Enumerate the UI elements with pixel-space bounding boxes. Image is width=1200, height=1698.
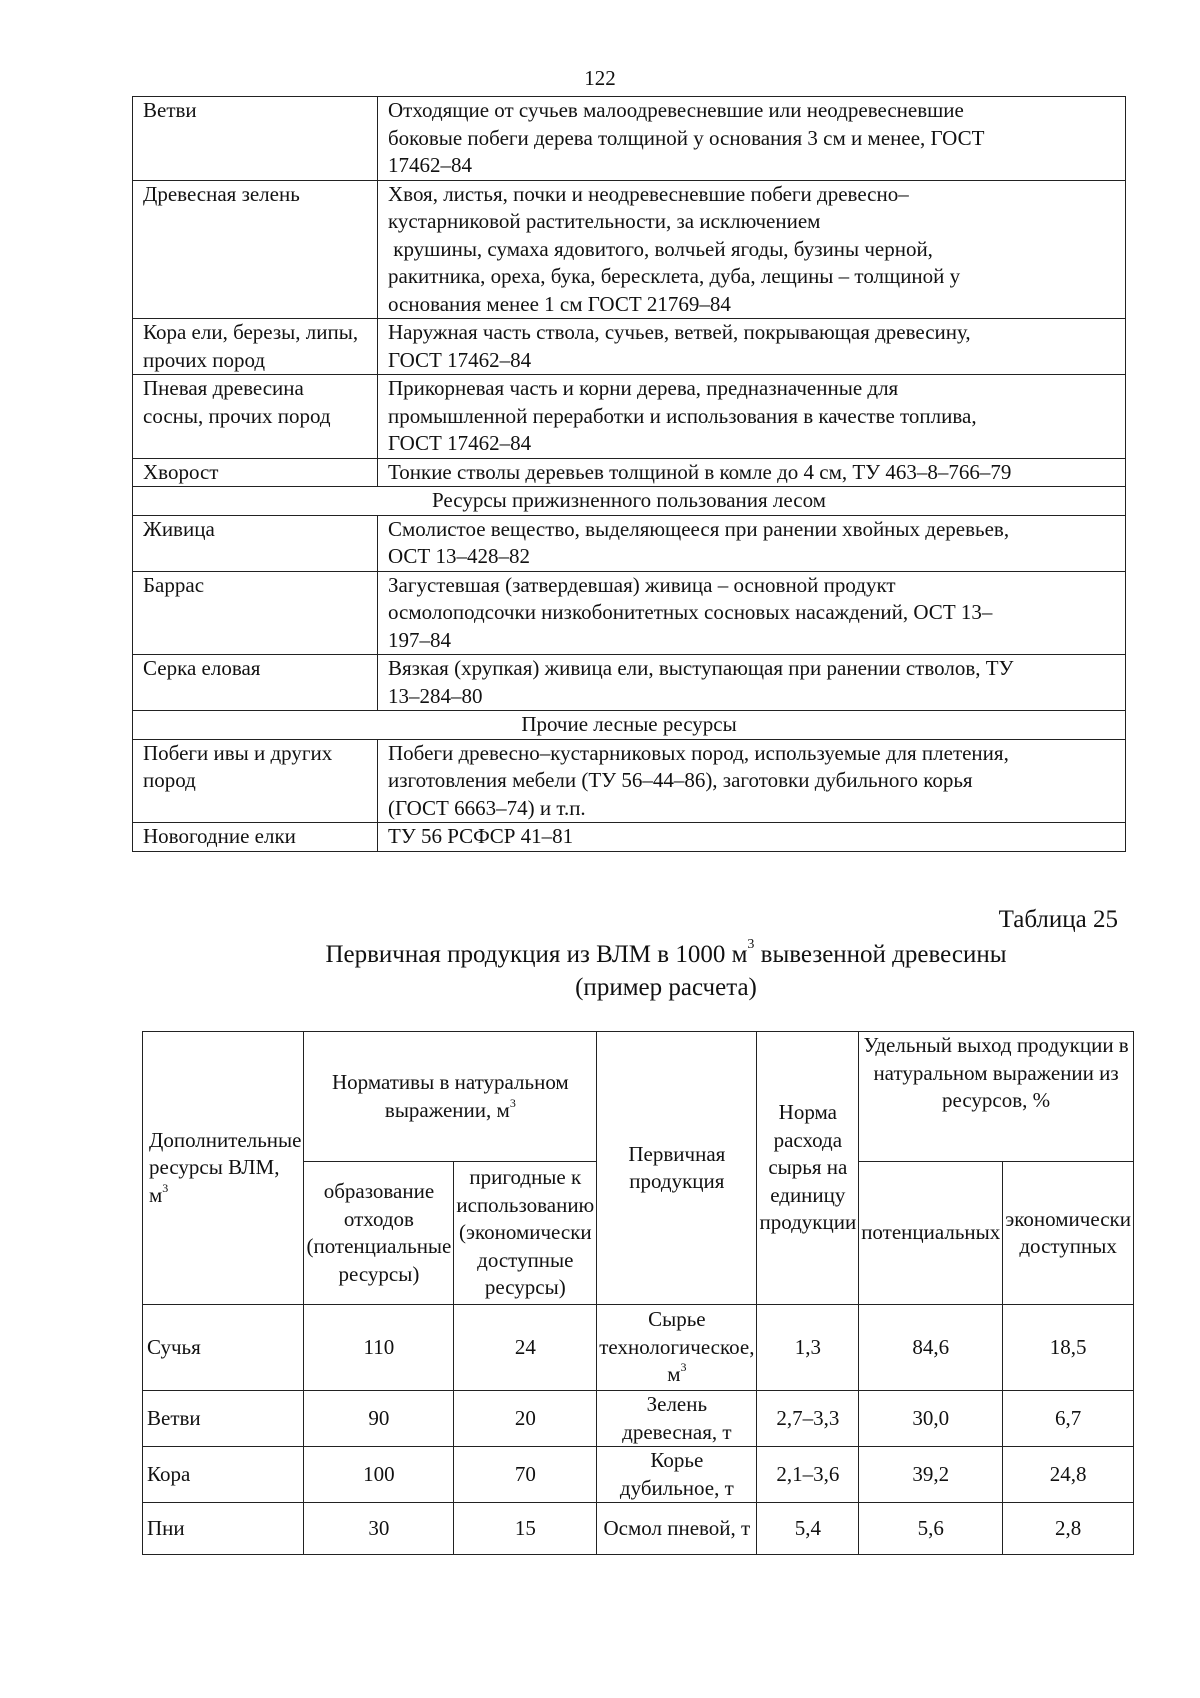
cell-available: 6,7 (1003, 1391, 1134, 1447)
definition-row (133, 97, 1126, 181)
cell-available: 18,5 (1003, 1305, 1134, 1391)
cell-resource: Ветви (143, 1391, 304, 1447)
cell-potential: 5,6 (859, 1503, 1003, 1555)
definition-desc-line: кустарниковой растительности, за исключением (388, 209, 821, 233)
cell-formed: 30 (304, 1503, 454, 1555)
definition-desc-line: 13–284–80 (388, 683, 483, 708)
cell-formed: 90 (304, 1391, 454, 1447)
cell-product (597, 1391, 757, 1447)
definition-desc (378, 655, 1126, 711)
definition-term: Побеги ивы и других пород (133, 739, 378, 823)
definition-desc-line: 17462–84 (388, 153, 472, 177)
definition-desc-line: Тонкие стволы деревьев толщиной в комле до 4 см, ТУ 463–8–766–79 (388, 459, 1012, 484)
header-yield-potential: потенциальных (859, 1162, 1003, 1305)
header-rate: Норма расхода сырья на единицу продукции (757, 1032, 859, 1305)
cell-potential: 39,2 (859, 1447, 1003, 1503)
definition-desc-line: изготовления мебели (ТУ 56–44–86), заготовки дубильного корья (388, 768, 973, 792)
cell-product (597, 1447, 757, 1503)
definition-desc-line: (ГОСТ 6663–74) и т.п. (388, 795, 586, 820)
definition-desc-line: Вязкая (хрупкая) живица ели, выступающая при ранении стволов, ТУ (388, 656, 1014, 680)
definition-row (133, 319, 1126, 375)
table-title-part2: вывезенной древесины (754, 941, 1007, 968)
cell-rate: 2,7–3,3 (757, 1391, 859, 1447)
header-resources: Дополнительные ресурсы ВЛМ, $м^3$ (143, 1032, 304, 1305)
cell-product-text: Зелень древесная, т (622, 1392, 732, 1444)
cell-usable: 70 (454, 1447, 597, 1503)
definition-desc (378, 515, 1126, 571)
definition-term: Ветви (133, 97, 378, 181)
section-row (133, 487, 1126, 516)
definition-term: Кора ели, березы, липы, прочих пород (133, 319, 378, 375)
cell-formed: 110 (304, 1305, 454, 1391)
cell-usable: 24 (454, 1305, 597, 1391)
definition-desc (378, 375, 1126, 459)
header-norms-formed: образование отходов (потенциальные ресурсы) (304, 1162, 454, 1305)
cell-product-text: Осмол пневой, т (603, 1515, 751, 1540)
header-norms-usable: пригодные к использованию (экономически доступные ресурсы) (454, 1162, 597, 1305)
section-title: Ресурсы прижизненного пользования лесом (133, 487, 1126, 516)
cell-usable: 15 (454, 1503, 597, 1555)
page-number: 122 (584, 66, 616, 90)
definition-row (133, 458, 1126, 487)
definition-desc-line: промышленной переработки и использования в качестве топлива, (388, 403, 977, 428)
cell-resource: Сучья (143, 1305, 304, 1391)
header-product: Первичная продукция (597, 1032, 757, 1305)
cell-rate: 1,3 (757, 1305, 859, 1391)
definition-term: Серка еловая (133, 655, 378, 711)
header-yield: Удельный выход продукции в натуральном выражении из ресурсов, % (859, 1032, 1134, 1162)
definition-desc-line: основания менее 1 см ГОСТ 21769–84 (388, 291, 731, 316)
definition-desc-line: Прикорневая часть и корни дерева, предназначенные для (388, 376, 899, 400)
definition-row (133, 739, 1126, 823)
definition-desc-line: Смолистое вещество, выделяющееся при ранении хвойных деревьев, (388, 516, 1010, 541)
definition-desc (378, 180, 1126, 319)
definition-desc-line: 197–84 (388, 627, 451, 652)
definition-row (133, 375, 1126, 459)
definition-term: Живица (133, 515, 378, 571)
cell-potential: 84,6 (859, 1305, 1003, 1391)
definition-desc-line: осмолоподсочки низкобонитетных сосновых насаждений, ОСТ 13– (388, 600, 993, 624)
definition-desc (378, 97, 1126, 181)
cell-rate: 2,1–3,6 (757, 1447, 859, 1503)
cell-product (597, 1503, 757, 1555)
definition-desc (378, 571, 1126, 655)
header-norms: Нормативы в натуральном выражении, $м^3$ (304, 1032, 597, 1162)
definition-row (133, 515, 1126, 571)
primary-products-table (142, 1031, 1134, 1555)
cell-usable: 20 (454, 1391, 597, 1447)
definition-desc (378, 739, 1126, 823)
definition-desc-line: Отходящие от сучьев малоодревесневшие или неодревесневшие (388, 98, 964, 122)
definition-desc (378, 458, 1126, 487)
header-yield-available: экономически доступных (1003, 1162, 1134, 1305)
definition-desc-line: ТУ 56 РСФСР 41–81 (388, 824, 574, 848)
definition-row (133, 655, 1126, 711)
cell-available: 2,8 (1003, 1503, 1134, 1555)
definition-desc-line: ГОСТ 17462–84 (388, 431, 532, 455)
table-row (143, 1447, 1134, 1503)
cell-potential: 30,0 (859, 1391, 1003, 1447)
definition-term: Хворост (133, 458, 378, 487)
definition-desc-line: Хвоя, листья, почки и неодревесневшие побеги древесно– (388, 181, 909, 206)
table-row (143, 1503, 1134, 1555)
table-row (143, 1391, 1134, 1447)
cell-product-sup: 3 (680, 1360, 687, 1375)
table-row (143, 1305, 1134, 1391)
definition-desc-line: ракитника, ореха, бука, бересклета, дуба, лещины – толщиной у (388, 264, 961, 288)
section-row (133, 711, 1126, 740)
definition-desc-line: ГОСТ 17462–84 (388, 347, 532, 372)
definition-desc-line: Загустевшая (затвердевшая) живица – основной продукт (388, 572, 896, 597)
definition-term: Пневая древесина сосны, прочих пород (133, 375, 378, 459)
definition-desc-line: Наружная часть ствола, сучьев, ветвей, покрывающая древесину, (388, 320, 971, 344)
cell-resource: Кора (143, 1447, 304, 1503)
table-label: Таблица 25 (998, 906, 1118, 933)
definition-row (133, 571, 1126, 655)
section-title: Прочие лесные ресурсы (133, 711, 1126, 740)
cell-product (597, 1305, 757, 1391)
definition-desc (378, 319, 1126, 375)
definition-desc-line: Побеги древесно–кустарниковых пород, используемые для плетения, (388, 740, 1009, 765)
cell-resource: Пни (143, 1503, 304, 1555)
definition-term: Древесная зелень (133, 180, 378, 319)
definition-row (133, 180, 1126, 319)
cell-formed: 100 (304, 1447, 454, 1503)
cell-rate: 5,4 (757, 1503, 859, 1555)
cell-product-text: Корье дубильное, т (619, 1448, 734, 1500)
table-title-line2: (пример расчета) (575, 974, 757, 1001)
table-title-part1: Первичная продукция из ВЛМ в 1000 м (325, 941, 748, 968)
definitions-table (132, 96, 1126, 852)
definition-term: Баррас (133, 571, 378, 655)
definition-term: Новогодние елки (133, 823, 378, 852)
definition-desc (378, 823, 1126, 852)
table-title (0, 938, 1200, 1004)
cell-available: 24,8 (1003, 1447, 1134, 1503)
table-title-sup: 3 (747, 937, 755, 952)
definition-desc-line: ОСТ 13–428–82 (388, 544, 531, 568)
definition-desc-line: крушины, сумаха ядовитого, волчьей ягоды, бузины черной, (388, 236, 933, 261)
cell-product-text: Сырье технологическое, м (599, 1307, 755, 1387)
definition-row (133, 823, 1126, 852)
definition-desc-line: боковые побеги дерева толщиной у основания 3 см и менее, ГОСТ (388, 125, 985, 150)
